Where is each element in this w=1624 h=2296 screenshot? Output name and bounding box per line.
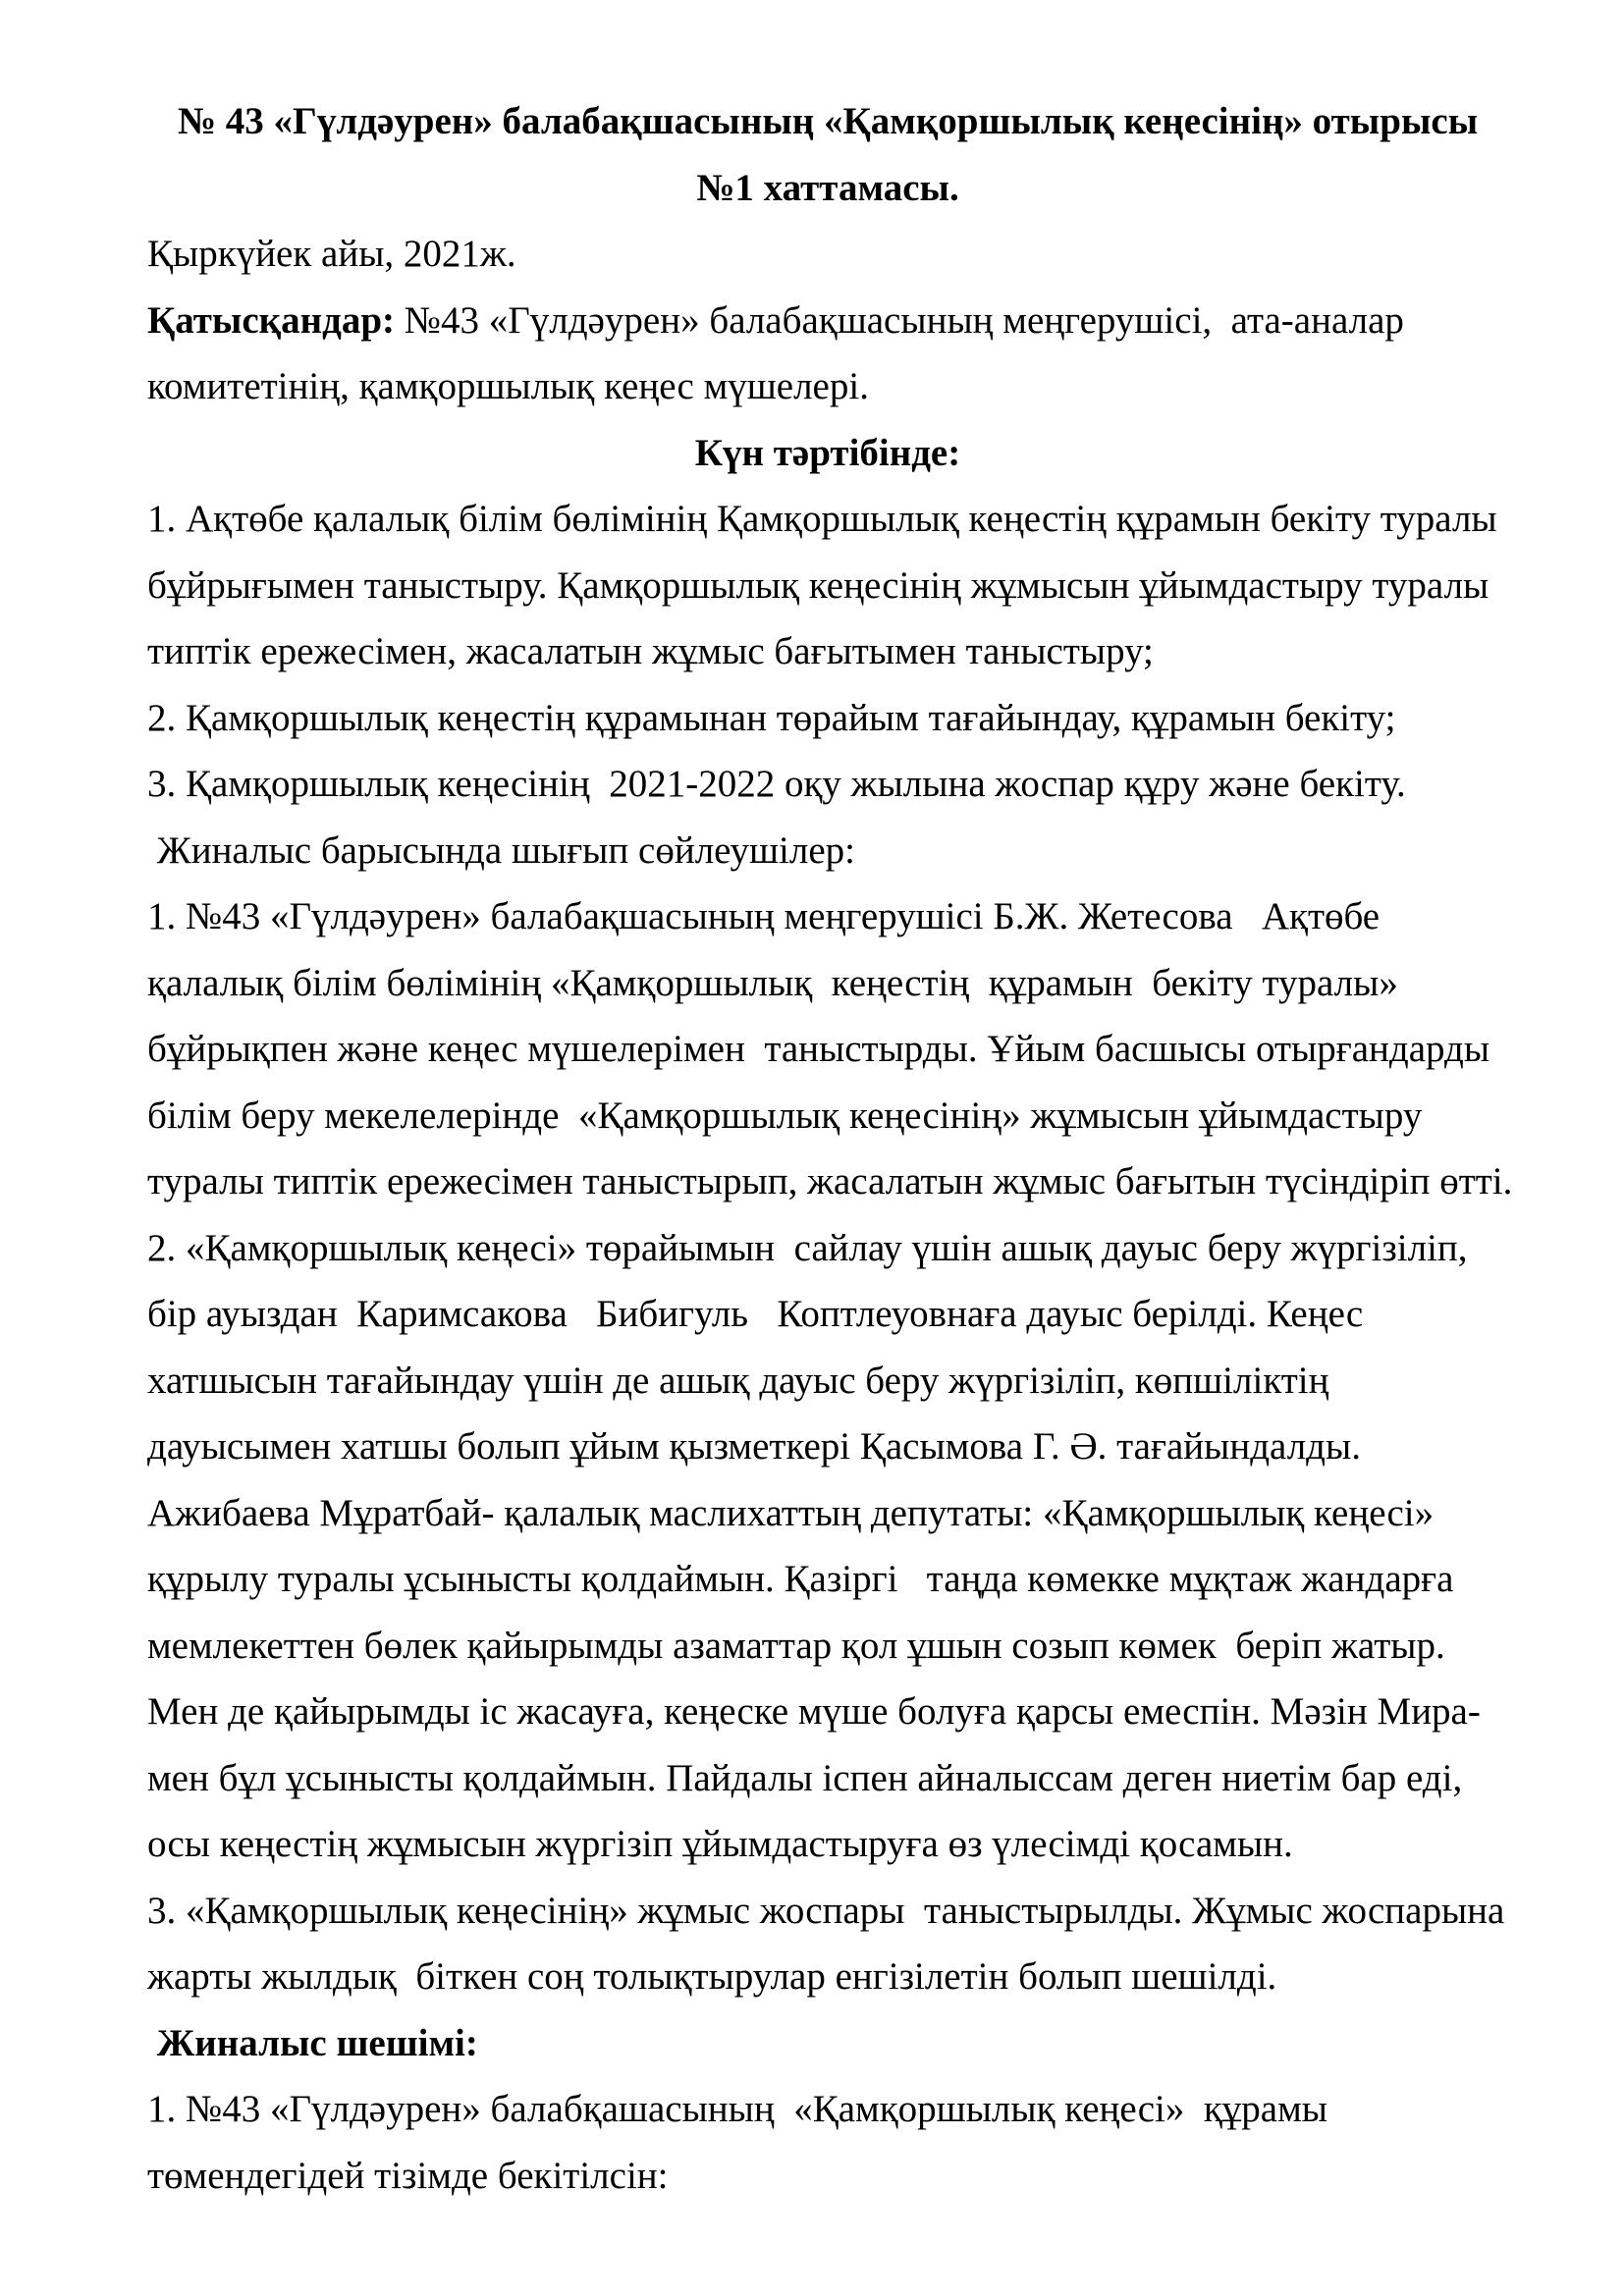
agenda-heading: Күн тәртібінде: [694,431,961,474]
participants-line-2: комитетінің, қамқоршылық кеңес мүшелері. [147,365,869,407]
speech-line: қалалық білім бөлімінің «Қамқоршылық кеңестің құрамын бекіту туралы» [147,961,1398,1004]
speakers-heading: Жиналыс барысында шығып сөйлеушілер: [147,828,855,872]
speech-line: мемлекеттен бөлек қайырымды азаматтар қол ұшын созып көмек беріп жатыр. [147,1624,1445,1667]
date-line: Қыркүйек айы, 2021ж. [147,233,516,275]
speech-line: осы кеңестің жұмысын жүргізіп ұйымдастыруға өз үлесімді қосамын. [147,1823,1293,1865]
speech-line: Ажибаева Мұратбай- қалалық маслихаттың депутаты: «Қамқоршылық кеңесі» [147,1491,1435,1534]
document-title-line-1: № 43 «Гүлдәурен» балабақшасының «Қамқоршылық кеңесінің» отырысы [177,100,1479,142]
speech-line: білім беру мекелелерінде «Қамқоршылық кеңесінің» жұмысын ұйымдастыру [147,1094,1423,1137]
speech-line: мен бұл ұсынысты қолдаймын. Пайдалы іспен айналыссам деген ниетім бар еді, [147,1756,1463,1799]
participants-line-1 [147,288,1508,354]
speech-line: бұйрықпен және кеңес мүшелерімен таныстырды. Ұйым басшысы отырғандарды [147,1028,1490,1070]
agenda-line: 1. Ақтөбе қалалық білім бөлімінің Қамқоршылық кеңестің құрамын бекіту туралы [147,498,1497,540]
speech-line: 3. «Қамқоршылық кеңесінің» жұмыс жоспары таныстырылды. Жұмыс жоспарына [147,1889,1505,1932]
speech-line: 2. «Қамқоршылық кеңесі» төрайымын сайлау үшін ашық дауыс беру жүргізіліп, [147,1226,1468,1269]
decision-line: төмендегідей тізімде бекітілсін: [147,2154,669,2197]
agenda-line: 2. Қамқоршылық кеңестің құрамынан төрайым тағайындау, құрамын бекіту; [147,696,1396,739]
protocol-number-line: №1 хаттамасы. [696,166,959,209]
speech-line: Мен де қайырымды іс жасауға, кеңеске мүше болуға қарсы емеспін. Мәзін Мира- [147,1690,1481,1733]
speech-line: бір ауыздан Каримсакова Бибигуль Коптлеуовнаға дауыс берілді. Кеңес [147,1293,1364,1335]
agenda-line: бұйрығымен таныстыру. Қамқоршылық кеңесінің жұмысын ұйымдастыру туралы [147,563,1489,607]
speech-line: дауысымен хатшы болып ұйым қызметкері Қасымова Г. Ә. тағайындалды. [147,1425,1361,1468]
agenda-line: типтік ережесімен, жасалатын жұмыс бағытымен таныстыру; [147,630,1154,672]
speech-line: жарты жылдық біткен соң толықтырулар енгізілетін болып шешілді. [147,1955,1277,1998]
decision-heading: Жиналыс шешімі: [147,2021,478,2064]
participants-text: №43 «Гүлдәурен» балабақшасының меңгерушісі, ата-аналар [395,298,1404,342]
participants-label: Қатысқандар: [147,298,396,342]
speech-line: туралы типтік ережесімен таныстырып, жасалатын жұмыс бағытын түсіндіріп өтті. [147,1160,1513,1202]
agenda-line: 3. Қамқоршылық кеңесінің 2021-2022 оқу жылына жоспар құру және бекіту. [147,763,1406,805]
speech-line: 1. №43 «Гүлдәурен» балабақшасының меңгерушісі Б.Ж. Жетесова Ақтөбе [147,895,1380,937]
speech-line: құрылу туралы ұсынысты қолдаймын. Қазіргі таңда көмекке мұқтаж жандарға [147,1558,1454,1600]
decision-line: 1. №43 «Гүлдәурен» балабқашасының «Қамқоршылық кеңесі» құрамы [147,2088,1327,2130]
speech-line: хатшысын тағайындау үшін де ашық дауыс беру жүргізіліп, көпшіліктің [147,1359,1329,1402]
